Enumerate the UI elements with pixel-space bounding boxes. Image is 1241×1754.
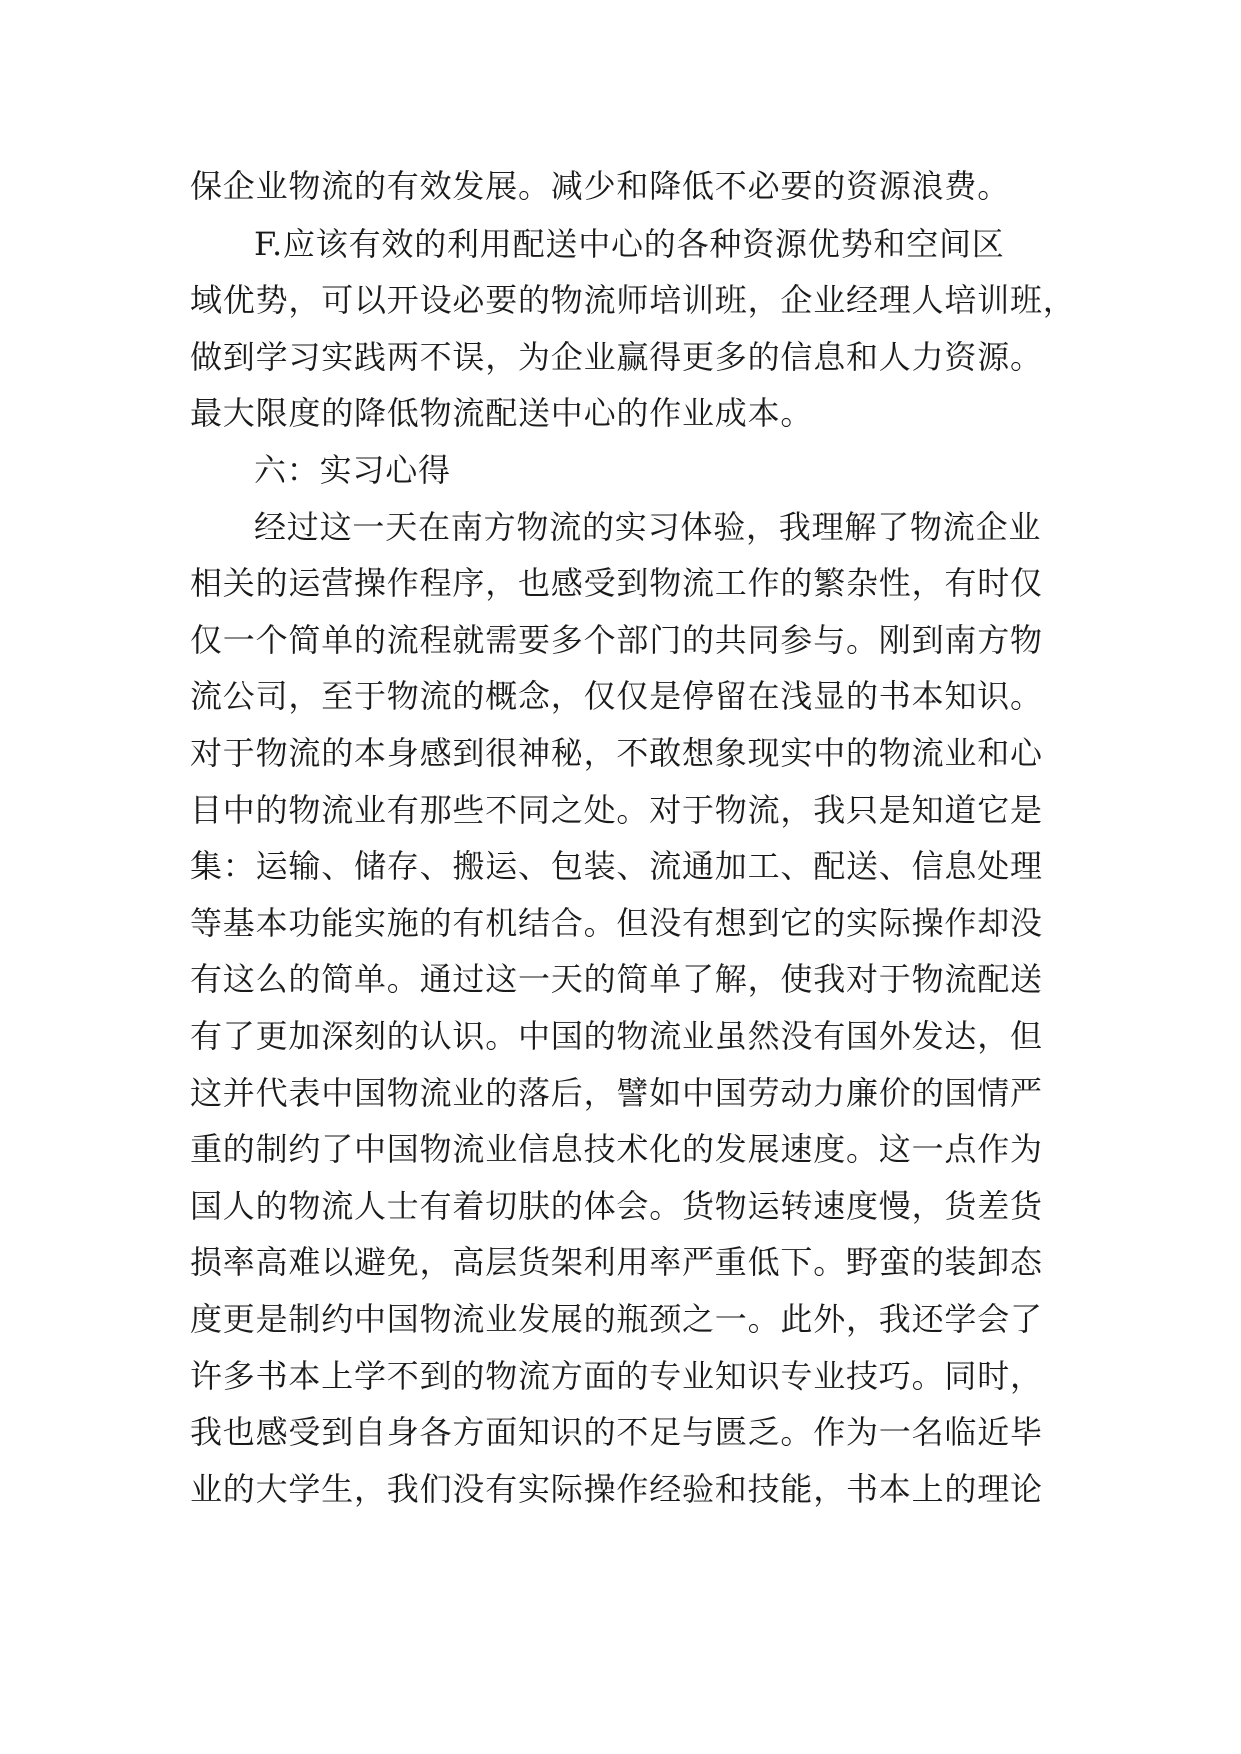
text-line: 这并代表中国物流业的落后，譬如中国劳动力廉价的国情严 (190, 1074, 1043, 1112)
text-line: 对于物流的本身感到很神秘，不敢想象现实中的物流业和心 (190, 734, 1043, 772)
text-line: 损率高难以避免，高层货架利用率严重低下。野蛮的装卸态 (190, 1243, 1043, 1281)
paragraph-first-line: F.应该有效的利用配送中心的各种资源优势和空间区 (254, 225, 1005, 263)
text-line: 集：运输、储存、搬运、包装、流通加工、配送、信息处理 (190, 847, 1043, 885)
text-line: 保企业物流的有效发展。减少和降低不必要的资源浪费。 (190, 167, 1011, 205)
section-heading: 六：实习心得 (254, 451, 451, 489)
text-line: 国人的物流人士有着切肤的体会。货物运转速度慢，货差货 (190, 1187, 1043, 1225)
paragraph-first-line: 经过这一天在南方物流的实习体验，我理解了物流企业 (254, 508, 1042, 546)
text-line: 我也感受到自身各方面知识的不足与匮乏。作为一名临近毕 (190, 1413, 1043, 1451)
text-line: 业的大学生，我们没有实际操作经验和技能，书本上的理论 (190, 1470, 1043, 1508)
text-line: 域优势，可以开设必要的物流师培训班，企业经理人培训班， (190, 281, 1076, 319)
text-line: 做到学习实践两不误，为企业赢得更多的信息和人力资源。 (190, 338, 1043, 376)
text-line: 有这么的简单。通过这一天的简单了解，使我对于物流配送 (190, 960, 1043, 998)
text-line: 流公司，至于物流的概念，仅仅是停留在浅显的书本知识。 (190, 677, 1043, 715)
text-line: 相关的运营操作程序，也感受到物流工作的繁杂性，有时仅 (190, 564, 1043, 602)
text-line: 许多书本上学不到的物流方面的专业知识专业技巧。同时， (190, 1357, 1043, 1395)
text-line: 最大限度的降低物流配送中心的作业成本。 (190, 394, 814, 432)
text-line: 重的制约了中国物流业信息技术化的发展速度。这一点作为 (190, 1130, 1043, 1168)
text-line: 仅一个简单的流程就需要多个部门的共同参与。刚到南方物 (190, 621, 1043, 659)
text-line: 等基本功能实施的有机结合。但没有想到它的实际操作却没 (190, 904, 1043, 942)
text-line: 目中的物流业有那些不同之处。对于物流，我只是知道它是 (190, 791, 1043, 829)
text-line: 有了更加深刻的认识。中国的物流业虽然没有国外发达，但 (190, 1017, 1043, 1055)
text-line: 度更是制约中国物流业发展的瓶颈之一。此外，我还学会了 (190, 1300, 1043, 1338)
